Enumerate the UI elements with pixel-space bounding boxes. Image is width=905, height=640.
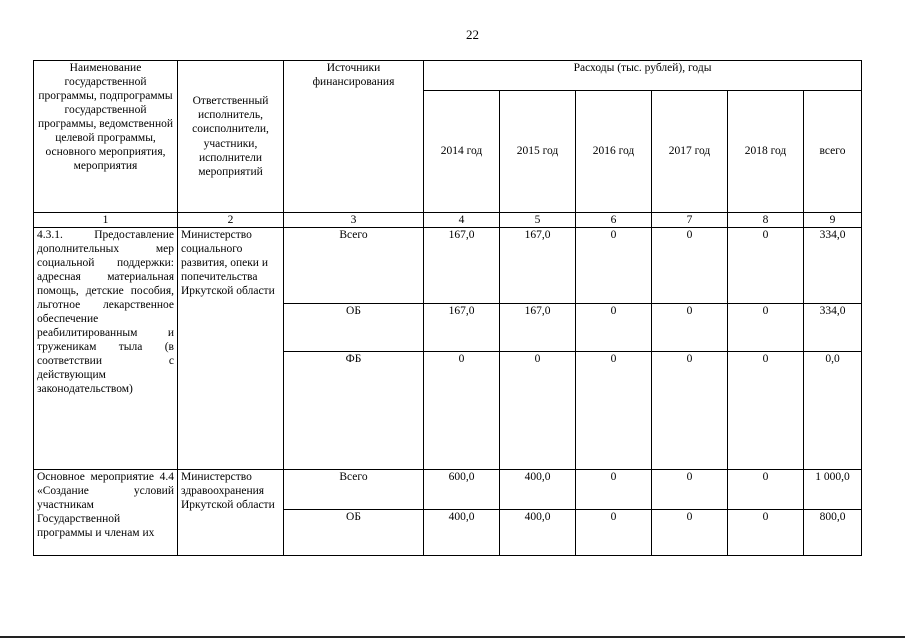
value-cell: 0 — [728, 352, 804, 470]
value-cell: 400,0 — [424, 510, 500, 556]
table-row — [34, 228, 862, 304]
page-bottom-divider — [0, 636, 905, 638]
header-source: Источники финансирования — [284, 61, 424, 213]
header-year: 2015 год — [500, 91, 576, 213]
budget-table — [33, 60, 862, 556]
column-number: 2 — [178, 213, 284, 228]
value-cell: 167,0 — [500, 228, 576, 304]
source-cell: ОБ — [284, 304, 424, 352]
total-cell: 0,0 — [804, 352, 862, 470]
value-cell: 0 — [728, 228, 804, 304]
value-cell: 167,0 — [500, 304, 576, 352]
column-number: 5 — [500, 213, 576, 228]
value-cell: 0 — [576, 304, 652, 352]
source-cell: Всего — [284, 470, 424, 510]
column-number: 7 — [652, 213, 728, 228]
column-number: 1 — [34, 213, 178, 228]
value-cell: 0 — [576, 470, 652, 510]
program-name-cell: 4.3.1. Предоставление дополнительных мер социальной поддержки: адресная материальная помощь, детские пособия, льготное лекарственное обеспечение реабилитированным и труженикам тыла (в соответствии с действующим законодательством) — [34, 228, 178, 470]
column-number: 3 — [284, 213, 424, 228]
column-number: 9 — [804, 213, 862, 228]
value-cell: 400,0 — [500, 470, 576, 510]
column-number: 4 — [424, 213, 500, 228]
value-cell: 0 — [424, 352, 500, 470]
value-cell: 0 — [576, 510, 652, 556]
header-year: 2014 год — [424, 91, 500, 213]
source-cell: Всего — [284, 228, 424, 304]
table-row — [34, 470, 862, 510]
total-cell: 334,0 — [804, 304, 862, 352]
header-year: 2018 год — [728, 91, 804, 213]
value-cell: 0 — [728, 470, 804, 510]
header-total: всего — [804, 91, 862, 213]
header-year: 2017 год — [652, 91, 728, 213]
value-cell: 0 — [652, 510, 728, 556]
source-cell: ФБ — [284, 352, 424, 470]
program-name-cell: Основное мероприятие 4.4 «Создание условий участникам Государственной программы и членам их — [34, 470, 178, 556]
value-cell: 0 — [728, 304, 804, 352]
value-cell: 0 — [652, 352, 728, 470]
column-number: 6 — [576, 213, 652, 228]
header-year: 2016 год — [576, 91, 652, 213]
header-responsible: Ответственный исполнитель, соисполнители, участники, исполнители мероприятий — [178, 61, 284, 213]
total-cell: 1 000,0 — [804, 470, 862, 510]
value-cell: 0 — [728, 510, 804, 556]
value-cell: 600,0 — [424, 470, 500, 510]
column-number: 8 — [728, 213, 804, 228]
value-cell: 0 — [652, 470, 728, 510]
header-expenses: Расходы (тыс. рублей), годы — [424, 61, 862, 91]
value-cell: 0 — [576, 352, 652, 470]
value-cell: 0 — [500, 352, 576, 470]
page-number: 22 — [466, 27, 479, 42]
value-cell: 0 — [576, 228, 652, 304]
value-cell: 400,0 — [500, 510, 576, 556]
total-cell: 334,0 — [804, 228, 862, 304]
value-cell: 0 — [652, 228, 728, 304]
header-name: Наименование государственной программы, подпрограммы государственной программы, ведомственной целевой программы, основного мероприятия, мероприятия — [34, 61, 178, 213]
value-cell: 167,0 — [424, 228, 500, 304]
value-cell: 0 — [652, 304, 728, 352]
total-cell: 800,0 — [804, 510, 862, 556]
responsible-cell: Министерство социального развития, опеки и попечительства Иркутской области — [178, 228, 284, 470]
source-cell: ОБ — [284, 510, 424, 556]
responsible-cell: Министерство здравоохранения Иркутской области — [178, 470, 284, 556]
value-cell: 167,0 — [424, 304, 500, 352]
